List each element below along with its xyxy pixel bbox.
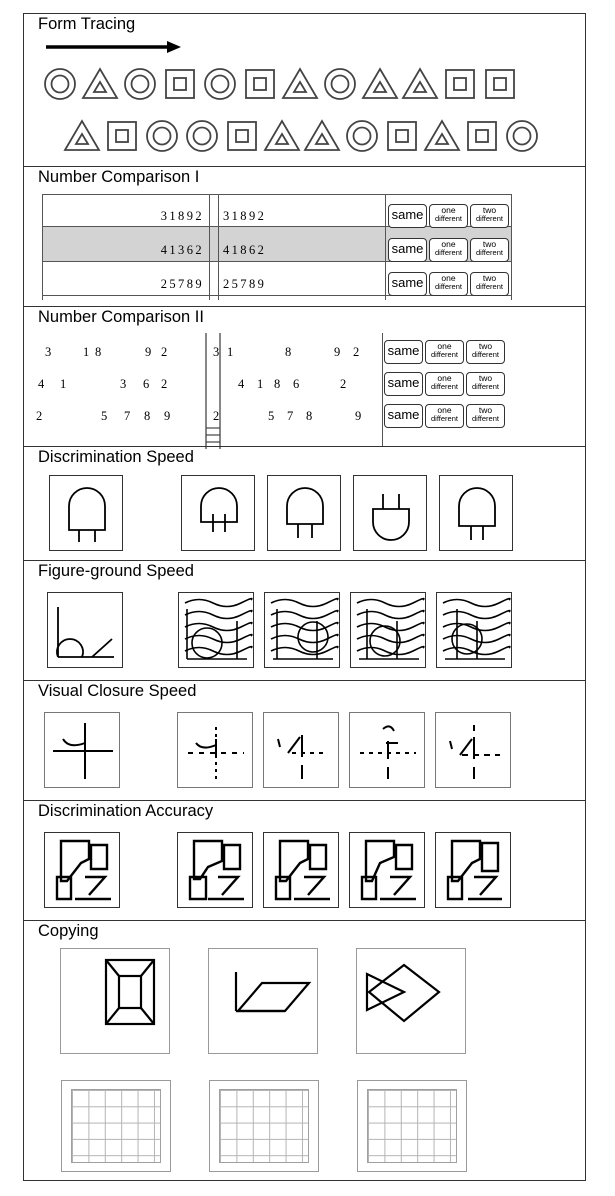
copy-model-figure xyxy=(356,948,466,1054)
left-number: 25789 xyxy=(160,277,204,291)
choice-figure[interactable] xyxy=(436,592,512,668)
section-title: Number Comparison II xyxy=(38,308,204,326)
two-different-button[interactable]: two different xyxy=(470,204,509,228)
section-title: Visual Closure Speed xyxy=(38,682,197,700)
right-digit: 6 xyxy=(293,377,302,391)
circle-icon xyxy=(125,69,155,99)
choice-figure[interactable] xyxy=(435,832,511,908)
section-title: Form Tracing xyxy=(38,15,136,33)
choice-figure[interactable] xyxy=(349,832,425,908)
right-arrow-icon xyxy=(44,40,184,54)
one-different-button[interactable]: one different xyxy=(429,204,468,228)
two-different-button[interactable]: two different xyxy=(470,272,509,296)
right-digit: 1 xyxy=(257,377,266,391)
right-digit: 9 xyxy=(334,345,343,359)
target-figure xyxy=(47,592,123,668)
one-different-button[interactable]: one different xyxy=(425,340,464,364)
section-discrimination-accuracy xyxy=(24,800,585,920)
choice-figure[interactable] xyxy=(350,592,426,668)
choice-figure[interactable] xyxy=(353,475,427,551)
left-digit: 2 xyxy=(36,409,45,423)
target-figure xyxy=(49,475,123,551)
left-digit: 2 xyxy=(161,377,170,391)
right-digit: 5 xyxy=(268,409,277,423)
right-number: 31892 xyxy=(223,209,267,223)
right-digit: 2 xyxy=(213,409,222,423)
right-digit: 8 xyxy=(306,409,315,423)
target-figure xyxy=(44,712,120,788)
left-digit: 2 xyxy=(161,345,170,359)
square-icon xyxy=(246,70,274,98)
choice-figure[interactable] xyxy=(264,592,340,668)
right-digit: 9 xyxy=(355,409,364,423)
target-figure xyxy=(44,832,120,908)
section-number-comparison-1 xyxy=(24,166,585,306)
right-number: 25789 xyxy=(223,277,267,291)
divider xyxy=(209,195,219,300)
one-different-button[interactable]: one different xyxy=(425,404,464,428)
circle-icon xyxy=(507,121,537,151)
circle-icon xyxy=(325,69,355,99)
same-button[interactable]: same xyxy=(388,272,427,296)
copy-grid[interactable] xyxy=(209,1080,319,1172)
two-different-button[interactable]: two different xyxy=(466,340,505,364)
section-visual-closure-speed xyxy=(24,680,585,800)
one-different-button[interactable]: one different xyxy=(429,272,468,296)
section-discrimination-speed xyxy=(24,446,585,560)
right-digit: 2 xyxy=(340,377,349,391)
right-digit: 8 xyxy=(274,377,283,391)
left-digit: 8 xyxy=(144,409,153,423)
choice-figure[interactable] xyxy=(435,712,511,788)
left-digit: 1 xyxy=(60,377,69,391)
same-button[interactable]: same xyxy=(388,204,427,228)
square-icon xyxy=(486,70,514,98)
left-digit: 3 xyxy=(120,377,129,391)
choice-figure[interactable] xyxy=(181,475,255,551)
circle-icon xyxy=(347,121,377,151)
square-icon xyxy=(468,122,496,150)
left-digit: 5 xyxy=(101,409,110,423)
triangle-icon xyxy=(265,121,299,150)
square-icon xyxy=(108,122,136,150)
triangle-icon xyxy=(65,121,99,150)
right-number: 41862 xyxy=(223,243,267,257)
two-different-button[interactable]: two different xyxy=(470,238,509,262)
triangle-icon xyxy=(403,69,437,98)
triangle-icon xyxy=(305,121,339,150)
circle-icon xyxy=(45,69,75,99)
section-figure-ground-speed xyxy=(24,560,585,680)
choice-figure[interactable] xyxy=(177,832,253,908)
two-different-button[interactable]: two different xyxy=(466,404,505,428)
left-number: 41362 xyxy=(160,243,204,257)
triangle-icon xyxy=(425,121,459,150)
right-digit: 8 xyxy=(285,345,294,359)
copy-model-figure xyxy=(60,948,170,1054)
choice-figure[interactable] xyxy=(177,712,253,788)
left-digit: 3 xyxy=(45,345,54,359)
section-title: Copying xyxy=(38,922,99,940)
form-tracing-row xyxy=(24,64,564,104)
choice-figure[interactable] xyxy=(349,712,425,788)
left-digit: 9 xyxy=(145,345,154,359)
circle-icon xyxy=(147,121,177,151)
left-digit: 8 xyxy=(95,345,104,359)
triangle-icon xyxy=(363,69,397,98)
left-digit: 7 xyxy=(124,409,133,423)
one-different-button[interactable]: one different xyxy=(425,372,464,396)
section-number-comparison-2 xyxy=(24,306,585,446)
left-digit: 4 xyxy=(38,377,47,391)
choice-figure[interactable] xyxy=(263,832,339,908)
same-button[interactable]: same xyxy=(384,372,423,396)
section-title: Discrimination Speed xyxy=(38,448,194,466)
section-title: Number Comparison I xyxy=(38,168,200,186)
test-sheet xyxy=(23,13,586,1181)
triangle-icon xyxy=(283,69,317,98)
copy-grid[interactable] xyxy=(357,1080,467,1172)
right-digit: 2 xyxy=(353,345,362,359)
same-button[interactable]: same xyxy=(384,404,423,428)
section-title: Discrimination Accuracy xyxy=(38,802,214,820)
square-icon xyxy=(446,70,474,98)
left-digit: 6 xyxy=(143,377,152,391)
choice-figure[interactable] xyxy=(263,712,339,788)
same-button[interactable]: same xyxy=(388,238,427,262)
right-digit: 4 xyxy=(238,377,247,391)
square-icon xyxy=(228,122,256,150)
same-button[interactable]: same xyxy=(384,340,423,364)
choice-figure[interactable] xyxy=(178,592,254,668)
choice-figure[interactable] xyxy=(439,475,513,551)
square-icon xyxy=(166,70,194,98)
section-title: Figure-ground Speed xyxy=(38,562,194,580)
copy-grid[interactable] xyxy=(61,1080,171,1172)
copy-model-figure xyxy=(208,948,318,1054)
circle-icon xyxy=(205,69,235,99)
left-digit: 9 xyxy=(164,409,173,423)
triangle-icon xyxy=(83,69,117,98)
choice-figure[interactable] xyxy=(267,475,341,551)
circle-icon xyxy=(187,121,217,151)
left-digit: 1 xyxy=(83,345,92,359)
square-icon xyxy=(388,122,416,150)
two-different-button[interactable]: two different xyxy=(466,372,505,396)
right-digit: 7 xyxy=(287,409,296,423)
right-digit: 3 xyxy=(213,345,222,359)
section-form-tracing xyxy=(24,14,585,166)
right-digit: 1 xyxy=(227,345,236,359)
one-different-button[interactable]: one different xyxy=(429,238,468,262)
section-copying xyxy=(24,920,585,1182)
left-number: 31892 xyxy=(160,209,204,223)
form-tracing-row xyxy=(24,116,564,156)
